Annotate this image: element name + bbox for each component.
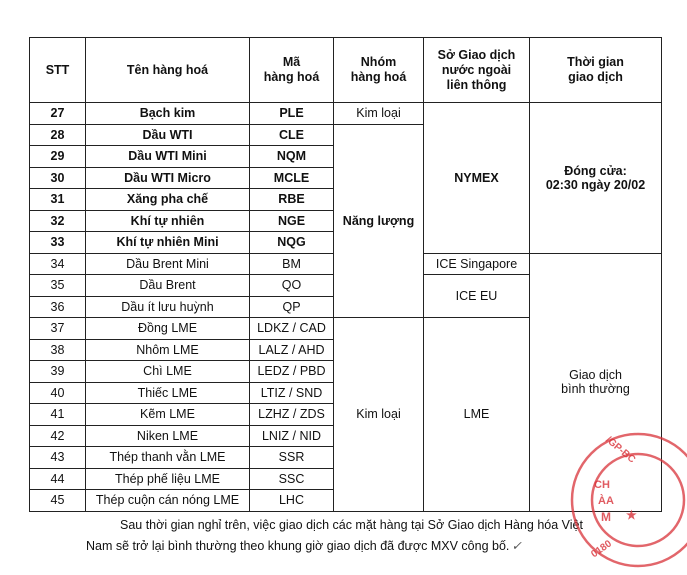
code-cell: NQG	[250, 232, 334, 254]
stt-cell: 31	[30, 189, 86, 211]
name-cell: Thiếc LME	[86, 382, 250, 404]
time-cell-closed: Đóng cửa: 02:30 ngày 20/02	[530, 103, 662, 254]
name-cell: Kẽm LME	[86, 404, 250, 426]
name-cell: Chì LME	[86, 361, 250, 383]
exchange-cell-nymex: NYMEX	[424, 103, 530, 254]
header-code: Mã hàng hoá	[250, 38, 334, 103]
time-cell-normal: Giao dịch bình thường	[530, 253, 662, 511]
stt-cell: 41	[30, 404, 86, 426]
stt-cell: 36	[30, 296, 86, 318]
name-cell: Khí tự nhiên	[86, 210, 250, 232]
name-cell: Dầu WTI	[86, 124, 250, 146]
footnote-line-2-text: Nam sẽ trở lại bình thường theo khung giờ giao dịch đã được MXV công bố.	[86, 539, 510, 553]
stt-cell: 42	[30, 425, 86, 447]
svg-text:0180: 0180	[589, 538, 614, 561]
name-cell: Niken LME	[86, 425, 250, 447]
code-cell: MCLE	[250, 167, 334, 189]
code-cell: SSR	[250, 447, 334, 469]
code-cell: PLE	[250, 103, 334, 125]
name-cell: Xăng pha chế	[86, 189, 250, 211]
header-group: Nhóm hàng hoá	[334, 38, 424, 103]
name-cell: Dầu Brent	[86, 275, 250, 297]
stt-cell: 44	[30, 468, 86, 490]
stt-cell: 39	[30, 361, 86, 383]
group-cell-metal-bottom: Kim loại	[334, 318, 424, 512]
name-cell: Nhôm LME	[86, 339, 250, 361]
footnote-line-2	[86, 536, 646, 557]
svg-text:/GP-BC: /GP-BC	[603, 434, 638, 466]
code-cell: CLE	[250, 124, 334, 146]
footnote-line-1: Sau thời gian nghỉ trên, việc giao dịch các mặt hàng tại Sở Giao dịch Hàng hóa Việt	[120, 518, 583, 532]
name-cell: Bạch kim	[86, 103, 250, 125]
code-cell: RBE	[250, 189, 334, 211]
svg-text:★: ★	[626, 508, 637, 522]
stt-cell: 43	[30, 447, 86, 469]
code-cell: LALZ / AHD	[250, 339, 334, 361]
stt-cell: 35	[30, 275, 86, 297]
svg-text:M: M	[601, 510, 611, 524]
stt-cell: 37	[30, 318, 86, 340]
svg-text:CH: CH	[594, 479, 610, 491]
header-stt: STT	[30, 38, 86, 103]
code-cell: BM	[250, 253, 334, 275]
name-cell: Dầu Brent Mini	[86, 253, 250, 275]
header-exchange: Sở Giao dịch nước ngoài liên thông	[424, 38, 530, 103]
name-cell: Thép phế liệu LME	[86, 468, 250, 490]
exchange-cell-ice-eu: ICE EU	[424, 275, 530, 318]
stt-cell: 38	[30, 339, 86, 361]
stt-cell: 29	[30, 146, 86, 168]
exchange-cell-ice-singapore: ICE Singapore	[424, 253, 530, 275]
header-row	[30, 38, 662, 103]
signature-mark: ✓	[511, 539, 522, 553]
name-cell: Dầu ít lưu huỳnh	[86, 296, 250, 318]
table-row	[30, 103, 662, 125]
code-cell: LTIZ / SND	[250, 382, 334, 404]
name-cell: Thép thanh vằn LME	[86, 447, 250, 469]
code-cell: LNIZ / NID	[250, 425, 334, 447]
stt-cell: 28	[30, 124, 86, 146]
stt-cell: 30	[30, 167, 86, 189]
stt-cell: 40	[30, 382, 86, 404]
trading-schedule-table	[29, 37, 662, 512]
stt-cell: 45	[30, 490, 86, 512]
code-cell: LZHZ / ZDS	[250, 404, 334, 426]
code-cell: NGE	[250, 210, 334, 232]
stt-cell: 32	[30, 210, 86, 232]
code-cell: SSC	[250, 468, 334, 490]
code-cell: NQM	[250, 146, 334, 168]
header-name: Tên hàng hoá	[86, 38, 250, 103]
name-cell: Dầu WTI Micro	[86, 167, 250, 189]
stt-cell: 33	[30, 232, 86, 254]
stt-cell: 34	[30, 253, 86, 275]
group-cell-energy: Năng lượng	[334, 124, 424, 318]
name-cell: Thép cuộn cán nóng LME	[86, 490, 250, 512]
code-cell: LEDZ / PBD	[250, 361, 334, 383]
svg-text:ÀA: ÀA	[598, 495, 614, 507]
name-cell: Khí tự nhiên Mini	[86, 232, 250, 254]
exchange-cell-lme: LME	[424, 318, 530, 512]
code-cell: LHC	[250, 490, 334, 512]
stt-cell: 27	[30, 103, 86, 125]
footnote	[86, 515, 646, 557]
header-time: Thời gian giao dịch	[530, 38, 662, 103]
name-cell: Dầu WTI Mini	[86, 146, 250, 168]
code-cell: LDKZ / CAD	[250, 318, 334, 340]
code-cell: QP	[250, 296, 334, 318]
code-cell: QO	[250, 275, 334, 297]
name-cell: Đồng LME	[86, 318, 250, 340]
group-cell-metal-top: Kim loại	[334, 103, 424, 125]
